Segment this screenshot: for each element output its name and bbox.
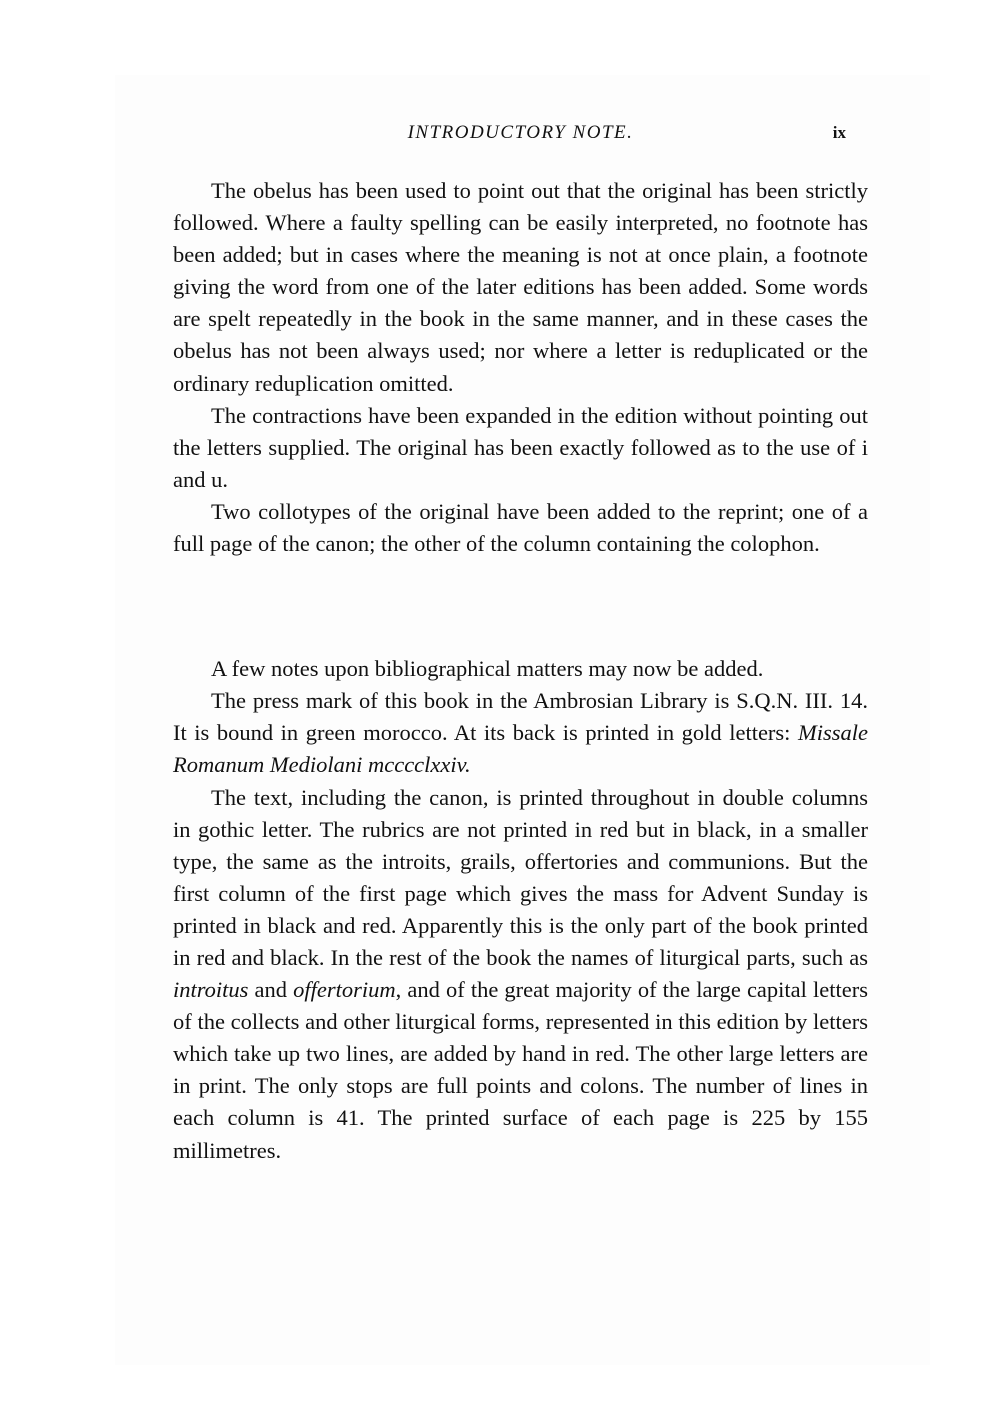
term-offertorium: offertorium — [293, 977, 396, 1003]
text-description-part2: and — [248, 977, 294, 1003]
paragraph-contractions: The contractions have been expanded in the edition without pointing out the letters supplied. The original has been exactly followed as to the use of i and u. — [173, 402, 868, 492]
section-gap — [173, 560, 868, 653]
press-mark-text: The press mark of this book in the Ambrosian Library is S.Q.N. III. 14. It is bound in green morocco. At its back is printed in gold letters: — [173, 688, 868, 746]
paragraph-bibliographical-intro: A few notes upon bibliographical matters may now be added. — [211, 656, 764, 682]
book-page — [173, 105, 868, 1167]
running-title: INTRODUCTORY NOTE. — [407, 122, 634, 143]
term-introitus: introitus — [173, 977, 249, 1003]
text-description-part1: The text, including the canon, is printed throughout in double columns in gothic letter. The rubrics are not printed in red but in black, in a smaller type, the same as the introits, grails, offertories and communions. But the first column of the first page which gives the mass for Advent Sunday is printed in black and red. Apparently this is the only part of the book printed in red and black. In the rest of the book the names of liturgical parts, such as — [173, 784, 868, 970]
paragraph-obelus: The obelus has been used to point out that the original has been strictly followed. Where a faulty spelling can be easily interpreted, no footnote has been added; but in cases where the meaning is not at once plain, a footnote giving the word from one of the later editions has been added. Some words are spelt repeatedly in the book in the same manner, and in these cases the obelus has not been always used; nor where a letter is reduplicated or the ordinary reduplication omitted. — [173, 178, 868, 396]
text-description-part3: , and of the great majority of the large capital letters of the collects and other liturgical forms, represented in this edition by letters which take up two lines, are added by hand in red. The other large letters are in print. The only stops are full points and colons. The number of lines in each column is 41. The printed surface of each page is 225 by 155 millimetres. — [173, 977, 868, 1163]
running-head — [173, 105, 868, 143]
paragraph-collotypes: Two collotypes of the original have been added to the reprint; one of a full page of the canon; the other of the column containing the colophon. — [173, 498, 868, 557]
page-number: ix — [832, 123, 846, 142]
paragraph-press-mark — [173, 685, 868, 781]
spine-title: Missale Romanum Mediolani mcccclxxiv. — [173, 720, 868, 778]
paragraph-text-description — [173, 782, 868, 1167]
